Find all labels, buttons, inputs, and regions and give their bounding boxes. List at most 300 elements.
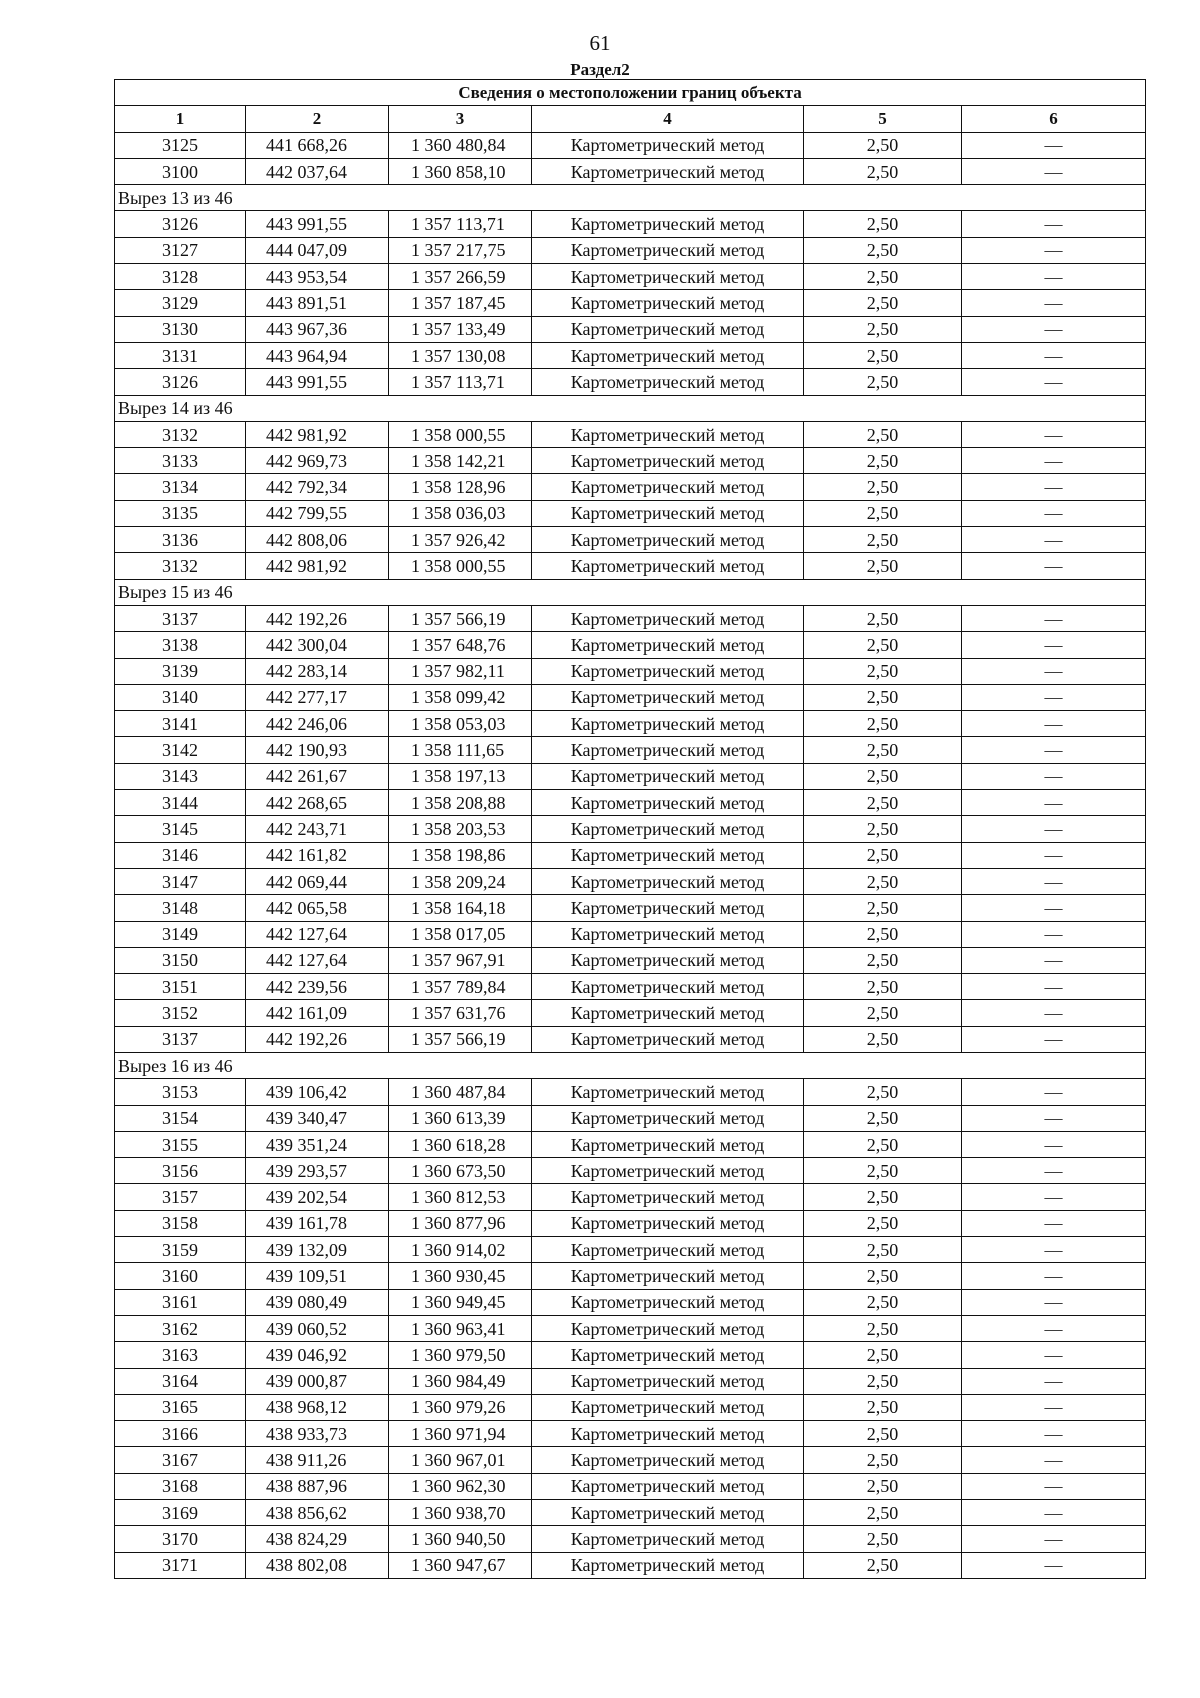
table-row [115, 1447, 1146, 1473]
point-number-cell: 3134 [115, 474, 246, 500]
table-row [115, 132, 1146, 158]
table-row [115, 264, 1146, 290]
y-coordinate-cell: 1 360 673,50 [389, 1158, 532, 1184]
point-number-cell: 3127 [115, 237, 246, 263]
method-cell: Картометрический метод [532, 1263, 804, 1289]
description-cell: — [962, 1184, 1146, 1210]
y-coordinate-cell: 1 357 648,76 [389, 632, 532, 658]
description-cell: — [962, 1315, 1146, 1341]
table-row [115, 605, 1146, 631]
y-coordinate-cell: 1 357 631,76 [389, 1000, 532, 1026]
description-cell: — [962, 737, 1146, 763]
y-coordinate-cell: 1 357 926,42 [389, 527, 532, 553]
accuracy-cell: 2,50 [804, 421, 962, 447]
accuracy-cell: 2,50 [804, 553, 962, 579]
column-header: 1 [115, 106, 246, 132]
x-coordinate-cell: 442 808,06 [246, 527, 389, 553]
x-coordinate-cell: 438 933,73 [246, 1421, 389, 1447]
x-coordinate-cell: 442 037,64 [246, 158, 389, 184]
table-row [115, 237, 1146, 263]
description-cell: — [962, 421, 1146, 447]
x-coordinate-cell: 438 856,62 [246, 1500, 389, 1526]
method-cell: Картометрический метод [532, 737, 804, 763]
method-cell: Картометрический метод [532, 1447, 804, 1473]
method-cell: Картометрический метод [532, 1158, 804, 1184]
x-coordinate-cell: 442 192,26 [246, 605, 389, 631]
x-coordinate-cell: 442 969,73 [246, 448, 389, 474]
table-row [115, 1184, 1146, 1210]
table-row [115, 290, 1146, 316]
description-cell: — [962, 264, 1146, 290]
y-coordinate-cell: 1 358 203,53 [389, 816, 532, 842]
x-coordinate-cell: 439 000,87 [246, 1368, 389, 1394]
description-cell: — [962, 868, 1146, 894]
point-number-cell: 3154 [115, 1105, 246, 1131]
method-cell: Картометрический метод [532, 1105, 804, 1131]
method-cell: Картометрический метод [532, 1131, 804, 1157]
x-coordinate-cell: 442 981,92 [246, 421, 389, 447]
point-number-cell: 3133 [115, 448, 246, 474]
method-cell: Картометрический метод [532, 684, 804, 710]
method-cell: Картометрический метод [532, 1342, 804, 1368]
method-cell: Картометрический метод [532, 605, 804, 631]
table-row [115, 1000, 1146, 1026]
method-cell: Картометрический метод [532, 1500, 804, 1526]
table-row [115, 895, 1146, 921]
method-cell: Картометрический метод [532, 763, 804, 789]
y-coordinate-cell: 1 360 940,50 [389, 1526, 532, 1552]
x-coordinate-cell: 438 968,12 [246, 1394, 389, 1420]
y-coordinate-cell: 1 358 142,21 [389, 448, 532, 474]
table-row [115, 316, 1146, 342]
y-coordinate-cell: 1 358 111,65 [389, 737, 532, 763]
point-number-cell: 3149 [115, 921, 246, 947]
accuracy-cell: 2,50 [804, 1552, 962, 1578]
point-number-cell: 3126 [115, 211, 246, 237]
section-row [115, 185, 1146, 211]
page-number: 61 [589, 31, 611, 55]
method-cell: Картометрический метод [532, 1552, 804, 1578]
description-cell: — [962, 1263, 1146, 1289]
accuracy-cell: 2,50 [804, 1237, 962, 1263]
description-cell: — [962, 816, 1146, 842]
accuracy-cell: 2,50 [804, 1421, 962, 1447]
table-row [115, 684, 1146, 710]
accuracy-cell: 2,50 [804, 1473, 962, 1499]
method-cell: Картометрический метод [532, 632, 804, 658]
table-row [115, 1210, 1146, 1236]
accuracy-cell: 2,50 [804, 1394, 962, 1420]
accuracy-cell: 2,50 [804, 684, 962, 710]
point-number-cell: 3131 [115, 342, 246, 368]
table-row [115, 1315, 1146, 1341]
table-row [115, 1526, 1146, 1552]
description-cell: — [962, 1500, 1146, 1526]
accuracy-cell: 2,50 [804, 947, 962, 973]
method-cell: Картометрический метод [532, 1289, 804, 1315]
section-label: Вырез 15 из 46 [115, 579, 1146, 605]
point-number-cell: 3153 [115, 1079, 246, 1105]
y-coordinate-cell: 1 360 812,53 [389, 1184, 532, 1210]
y-coordinate-cell: 1 358 017,05 [389, 921, 532, 947]
description-cell: — [962, 1342, 1146, 1368]
y-coordinate-cell: 1 358 053,03 [389, 711, 532, 737]
x-coordinate-cell: 442 161,82 [246, 842, 389, 868]
method-cell: Картометрический метод [532, 1315, 804, 1341]
column-header: 5 [804, 106, 962, 132]
point-number-cell: 3125 [115, 132, 246, 158]
point-number-cell: 3162 [115, 1315, 246, 1341]
accuracy-cell: 2,50 [804, 921, 962, 947]
y-coordinate-cell: 1 360 979,50 [389, 1342, 532, 1368]
y-coordinate-cell: 1 358 197,13 [389, 763, 532, 789]
y-coordinate-cell: 1 360 947,67 [389, 1552, 532, 1578]
description-cell: — [962, 1421, 1146, 1447]
method-cell: Картометрический метод [532, 711, 804, 737]
method-cell: Картометрический метод [532, 1394, 804, 1420]
point-number-cell: 3140 [115, 684, 246, 710]
x-coordinate-cell: 443 964,94 [246, 342, 389, 368]
table-row [115, 527, 1146, 553]
point-number-cell: 3151 [115, 974, 246, 1000]
accuracy-cell: 2,50 [804, 1500, 962, 1526]
table-row [115, 711, 1146, 737]
point-number-cell: 3161 [115, 1289, 246, 1315]
y-coordinate-cell: 1 358 208,88 [389, 790, 532, 816]
description-cell: — [962, 1368, 1146, 1394]
column-header-row [115, 106, 1146, 132]
point-number-cell: 3143 [115, 763, 246, 789]
description-cell: — [962, 711, 1146, 737]
table-row [115, 1552, 1146, 1578]
table-row [115, 842, 1146, 868]
method-cell: Картометрический метод [532, 1026, 804, 1052]
table-row [115, 737, 1146, 763]
y-coordinate-cell: 1 360 487,84 [389, 1079, 532, 1105]
accuracy-cell: 2,50 [804, 1026, 962, 1052]
table-row [115, 1263, 1146, 1289]
x-coordinate-cell: 442 190,93 [246, 737, 389, 763]
table-row [115, 1473, 1146, 1499]
column-header: 4 [532, 106, 804, 132]
x-coordinate-cell: 439 060,52 [246, 1315, 389, 1341]
x-coordinate-cell: 443 967,36 [246, 316, 389, 342]
y-coordinate-cell: 1 358 000,55 [389, 553, 532, 579]
description-cell: — [962, 132, 1146, 158]
y-coordinate-cell: 1 357 113,71 [389, 369, 532, 395]
x-coordinate-cell: 442 300,04 [246, 632, 389, 658]
description-cell: — [962, 658, 1146, 684]
column-header: 2 [246, 106, 389, 132]
method-cell: Картометрический метод [532, 895, 804, 921]
y-coordinate-cell: 1 360 979,26 [389, 1394, 532, 1420]
y-coordinate-cell: 1 357 982,11 [389, 658, 532, 684]
x-coordinate-cell: 443 991,55 [246, 369, 389, 395]
accuracy-cell: 2,50 [804, 1368, 962, 1394]
method-cell: Картометрический метод [532, 132, 804, 158]
point-number-cell: 3163 [115, 1342, 246, 1368]
point-number-cell: 3171 [115, 1552, 246, 1578]
table-row [115, 658, 1146, 684]
section-label: Вырез 14 из 46 [115, 395, 1146, 421]
description-cell: — [962, 1289, 1146, 1315]
description-cell: — [962, 290, 1146, 316]
y-coordinate-cell: 1 357 133,49 [389, 316, 532, 342]
method-cell: Картометрический метод [532, 1421, 804, 1447]
point-number-cell: 3152 [115, 1000, 246, 1026]
x-coordinate-cell: 441 668,26 [246, 132, 389, 158]
accuracy-cell: 2,50 [804, 369, 962, 395]
y-coordinate-cell: 1 357 217,75 [389, 237, 532, 263]
x-coordinate-cell: 439 161,78 [246, 1210, 389, 1236]
boundary-coordinates-table [114, 79, 1146, 1579]
description-cell: — [962, 474, 1146, 500]
accuracy-cell: 2,50 [804, 1000, 962, 1026]
x-coordinate-cell: 439 046,92 [246, 1342, 389, 1368]
y-coordinate-cell: 1 357 113,71 [389, 211, 532, 237]
y-coordinate-cell: 1 360 938,70 [389, 1500, 532, 1526]
accuracy-cell: 2,50 [804, 1447, 962, 1473]
accuracy-cell: 2,50 [804, 1315, 962, 1341]
description-cell: — [962, 632, 1146, 658]
table-title: Сведения о местоположении границ объекта [115, 80, 1146, 106]
method-cell: Картометрический метод [532, 553, 804, 579]
description-cell: — [962, 790, 1146, 816]
table-row [115, 1394, 1146, 1420]
accuracy-cell: 2,50 [804, 1079, 962, 1105]
x-coordinate-cell: 438 887,96 [246, 1473, 389, 1499]
x-coordinate-cell: 442 246,06 [246, 711, 389, 737]
description-cell: — [962, 1447, 1146, 1473]
method-cell: Картометрический метод [532, 211, 804, 237]
table-row [115, 158, 1146, 184]
accuracy-cell: 2,50 [804, 132, 962, 158]
table-row [115, 1368, 1146, 1394]
x-coordinate-cell: 442 799,55 [246, 500, 389, 526]
x-coordinate-cell: 442 268,65 [246, 790, 389, 816]
table-title-row [115, 80, 1146, 106]
section-label: Вырез 16 из 46 [115, 1052, 1146, 1078]
point-number-cell: 3135 [115, 500, 246, 526]
point-number-cell: 3100 [115, 158, 246, 184]
method-cell: Картометрический метод [532, 1184, 804, 1210]
section-row [115, 395, 1146, 421]
description-cell: — [962, 342, 1146, 368]
accuracy-cell: 2,50 [804, 1105, 962, 1131]
y-coordinate-cell: 1 360 984,49 [389, 1368, 532, 1394]
method-cell: Картометрический метод [532, 158, 804, 184]
x-coordinate-cell: 439 109,51 [246, 1263, 389, 1289]
x-coordinate-cell: 442 065,58 [246, 895, 389, 921]
x-coordinate-cell: 443 953,54 [246, 264, 389, 290]
point-number-cell: 3138 [115, 632, 246, 658]
accuracy-cell: 2,50 [804, 1158, 962, 1184]
table-body [115, 132, 1146, 1578]
point-number-cell: 3155 [115, 1131, 246, 1157]
y-coordinate-cell: 1 358 036,03 [389, 500, 532, 526]
accuracy-cell: 2,50 [804, 1263, 962, 1289]
x-coordinate-cell: 442 192,26 [246, 1026, 389, 1052]
x-coordinate-cell: 444 047,09 [246, 237, 389, 263]
point-number-cell: 3160 [115, 1263, 246, 1289]
method-cell: Картометрический метод [532, 868, 804, 894]
accuracy-cell: 2,50 [804, 158, 962, 184]
accuracy-cell: 2,50 [804, 1131, 962, 1157]
point-number-cell: 3167 [115, 1447, 246, 1473]
method-cell: Картометрический метод [532, 1079, 804, 1105]
x-coordinate-cell: 439 106,42 [246, 1079, 389, 1105]
point-number-cell: 3168 [115, 1473, 246, 1499]
table-row [115, 790, 1146, 816]
description-cell: — [962, 553, 1146, 579]
accuracy-cell: 2,50 [804, 448, 962, 474]
table-row [115, 553, 1146, 579]
point-number-cell: 3132 [115, 553, 246, 579]
table-row [115, 632, 1146, 658]
section-title: Раздел2 [570, 60, 630, 79]
point-number-cell: 3147 [115, 868, 246, 894]
table-row [115, 1158, 1146, 1184]
description-cell: — [962, 158, 1146, 184]
table-row [115, 1131, 1146, 1157]
point-number-cell: 3166 [115, 1421, 246, 1447]
table-row [115, 369, 1146, 395]
table-row [115, 1237, 1146, 1263]
section-row [115, 1052, 1146, 1078]
y-coordinate-cell: 1 360 971,94 [389, 1421, 532, 1447]
y-coordinate-cell: 1 357 266,59 [389, 264, 532, 290]
description-cell: — [962, 947, 1146, 973]
description-cell: — [962, 237, 1146, 263]
description-cell: — [962, 1079, 1146, 1105]
method-cell: Картометрический метод [532, 816, 804, 842]
x-coordinate-cell: 442 981,92 [246, 553, 389, 579]
method-cell: Картометрический метод [532, 1210, 804, 1236]
method-cell: Картометрический метод [532, 474, 804, 500]
method-cell: Картометрический метод [532, 369, 804, 395]
y-coordinate-cell: 1 358 209,24 [389, 868, 532, 894]
accuracy-cell: 2,50 [804, 605, 962, 631]
table-row [115, 421, 1146, 447]
table-row [115, 974, 1146, 1000]
x-coordinate-cell: 439 351,24 [246, 1131, 389, 1157]
x-coordinate-cell: 442 261,67 [246, 763, 389, 789]
y-coordinate-cell: 1 360 613,39 [389, 1105, 532, 1131]
y-coordinate-cell: 1 360 480,84 [389, 132, 532, 158]
x-coordinate-cell: 442 277,17 [246, 684, 389, 710]
table-row [115, 868, 1146, 894]
point-number-cell: 3170 [115, 1526, 246, 1552]
method-cell: Картометрический метод [532, 974, 804, 1000]
method-cell: Картометрический метод [532, 790, 804, 816]
point-number-cell: 3141 [115, 711, 246, 737]
accuracy-cell: 2,50 [804, 1289, 962, 1315]
description-cell: — [962, 921, 1146, 947]
description-cell: — [962, 211, 1146, 237]
accuracy-cell: 2,50 [804, 500, 962, 526]
point-number-cell: 3139 [115, 658, 246, 684]
x-coordinate-cell: 438 802,08 [246, 1552, 389, 1578]
method-cell: Картометрический метод [532, 1526, 804, 1552]
point-number-cell: 3130 [115, 316, 246, 342]
x-coordinate-cell: 439 202,54 [246, 1184, 389, 1210]
y-coordinate-cell: 1 360 930,45 [389, 1263, 532, 1289]
method-cell: Картометрический метод [532, 237, 804, 263]
point-number-cell: 3150 [115, 947, 246, 973]
point-number-cell: 3137 [115, 605, 246, 631]
description-cell: — [962, 1394, 1146, 1420]
x-coordinate-cell: 442 069,44 [246, 868, 389, 894]
method-cell: Картометрический метод [532, 1473, 804, 1499]
accuracy-cell: 2,50 [804, 895, 962, 921]
x-coordinate-cell: 438 911,26 [246, 1447, 389, 1473]
point-number-cell: 3169 [115, 1500, 246, 1526]
x-coordinate-cell: 439 080,49 [246, 1289, 389, 1315]
table-row [115, 474, 1146, 500]
table-row [115, 342, 1146, 368]
y-coordinate-cell: 1 357 566,19 [389, 605, 532, 631]
accuracy-cell: 2,50 [804, 527, 962, 553]
column-header: 6 [962, 106, 1146, 132]
method-cell: Картометрический метод [532, 1000, 804, 1026]
table-row [115, 500, 1146, 526]
y-coordinate-cell: 1 360 618,28 [389, 1131, 532, 1157]
accuracy-cell: 2,50 [804, 790, 962, 816]
method-cell: Картометрический метод [532, 527, 804, 553]
x-coordinate-cell: 442 127,64 [246, 921, 389, 947]
method-cell: Картометрический метод [532, 947, 804, 973]
section-label: Вырез 13 из 46 [115, 185, 1146, 211]
method-cell: Картометрический метод [532, 1237, 804, 1263]
point-number-cell: 3132 [115, 421, 246, 447]
section-row [115, 579, 1146, 605]
description-cell: — [962, 1105, 1146, 1131]
method-cell: Картометрический метод [532, 342, 804, 368]
point-number-cell: 3156 [115, 1158, 246, 1184]
description-cell: — [962, 842, 1146, 868]
description-cell: — [962, 1026, 1146, 1052]
accuracy-cell: 2,50 [804, 658, 962, 684]
point-number-cell: 3157 [115, 1184, 246, 1210]
point-number-cell: 3128 [115, 264, 246, 290]
point-number-cell: 3146 [115, 842, 246, 868]
y-coordinate-cell: 1 360 963,41 [389, 1315, 532, 1341]
accuracy-cell: 2,50 [804, 342, 962, 368]
accuracy-cell: 2,50 [804, 632, 962, 658]
x-coordinate-cell: 439 293,57 [246, 1158, 389, 1184]
accuracy-cell: 2,50 [804, 474, 962, 500]
table-row [115, 1079, 1146, 1105]
x-coordinate-cell: 439 132,09 [246, 1237, 389, 1263]
table-row [115, 816, 1146, 842]
point-number-cell: 3136 [115, 527, 246, 553]
y-coordinate-cell: 1 357 967,91 [389, 947, 532, 973]
column-header: 3 [389, 106, 532, 132]
accuracy-cell: 2,50 [804, 237, 962, 263]
point-number-cell: 3144 [115, 790, 246, 816]
method-cell: Картометрический метод [532, 500, 804, 526]
table-row [115, 1289, 1146, 1315]
y-coordinate-cell: 1 360 967,01 [389, 1447, 532, 1473]
y-coordinate-cell: 1 357 130,08 [389, 342, 532, 368]
x-coordinate-cell: 442 239,56 [246, 974, 389, 1000]
y-coordinate-cell: 1 357 187,45 [389, 290, 532, 316]
point-number-cell: 3137 [115, 1026, 246, 1052]
x-coordinate-cell: 442 127,64 [246, 947, 389, 973]
method-cell: Картометрический метод [532, 290, 804, 316]
point-number-cell: 3126 [115, 369, 246, 395]
x-coordinate-cell: 438 824,29 [246, 1526, 389, 1552]
